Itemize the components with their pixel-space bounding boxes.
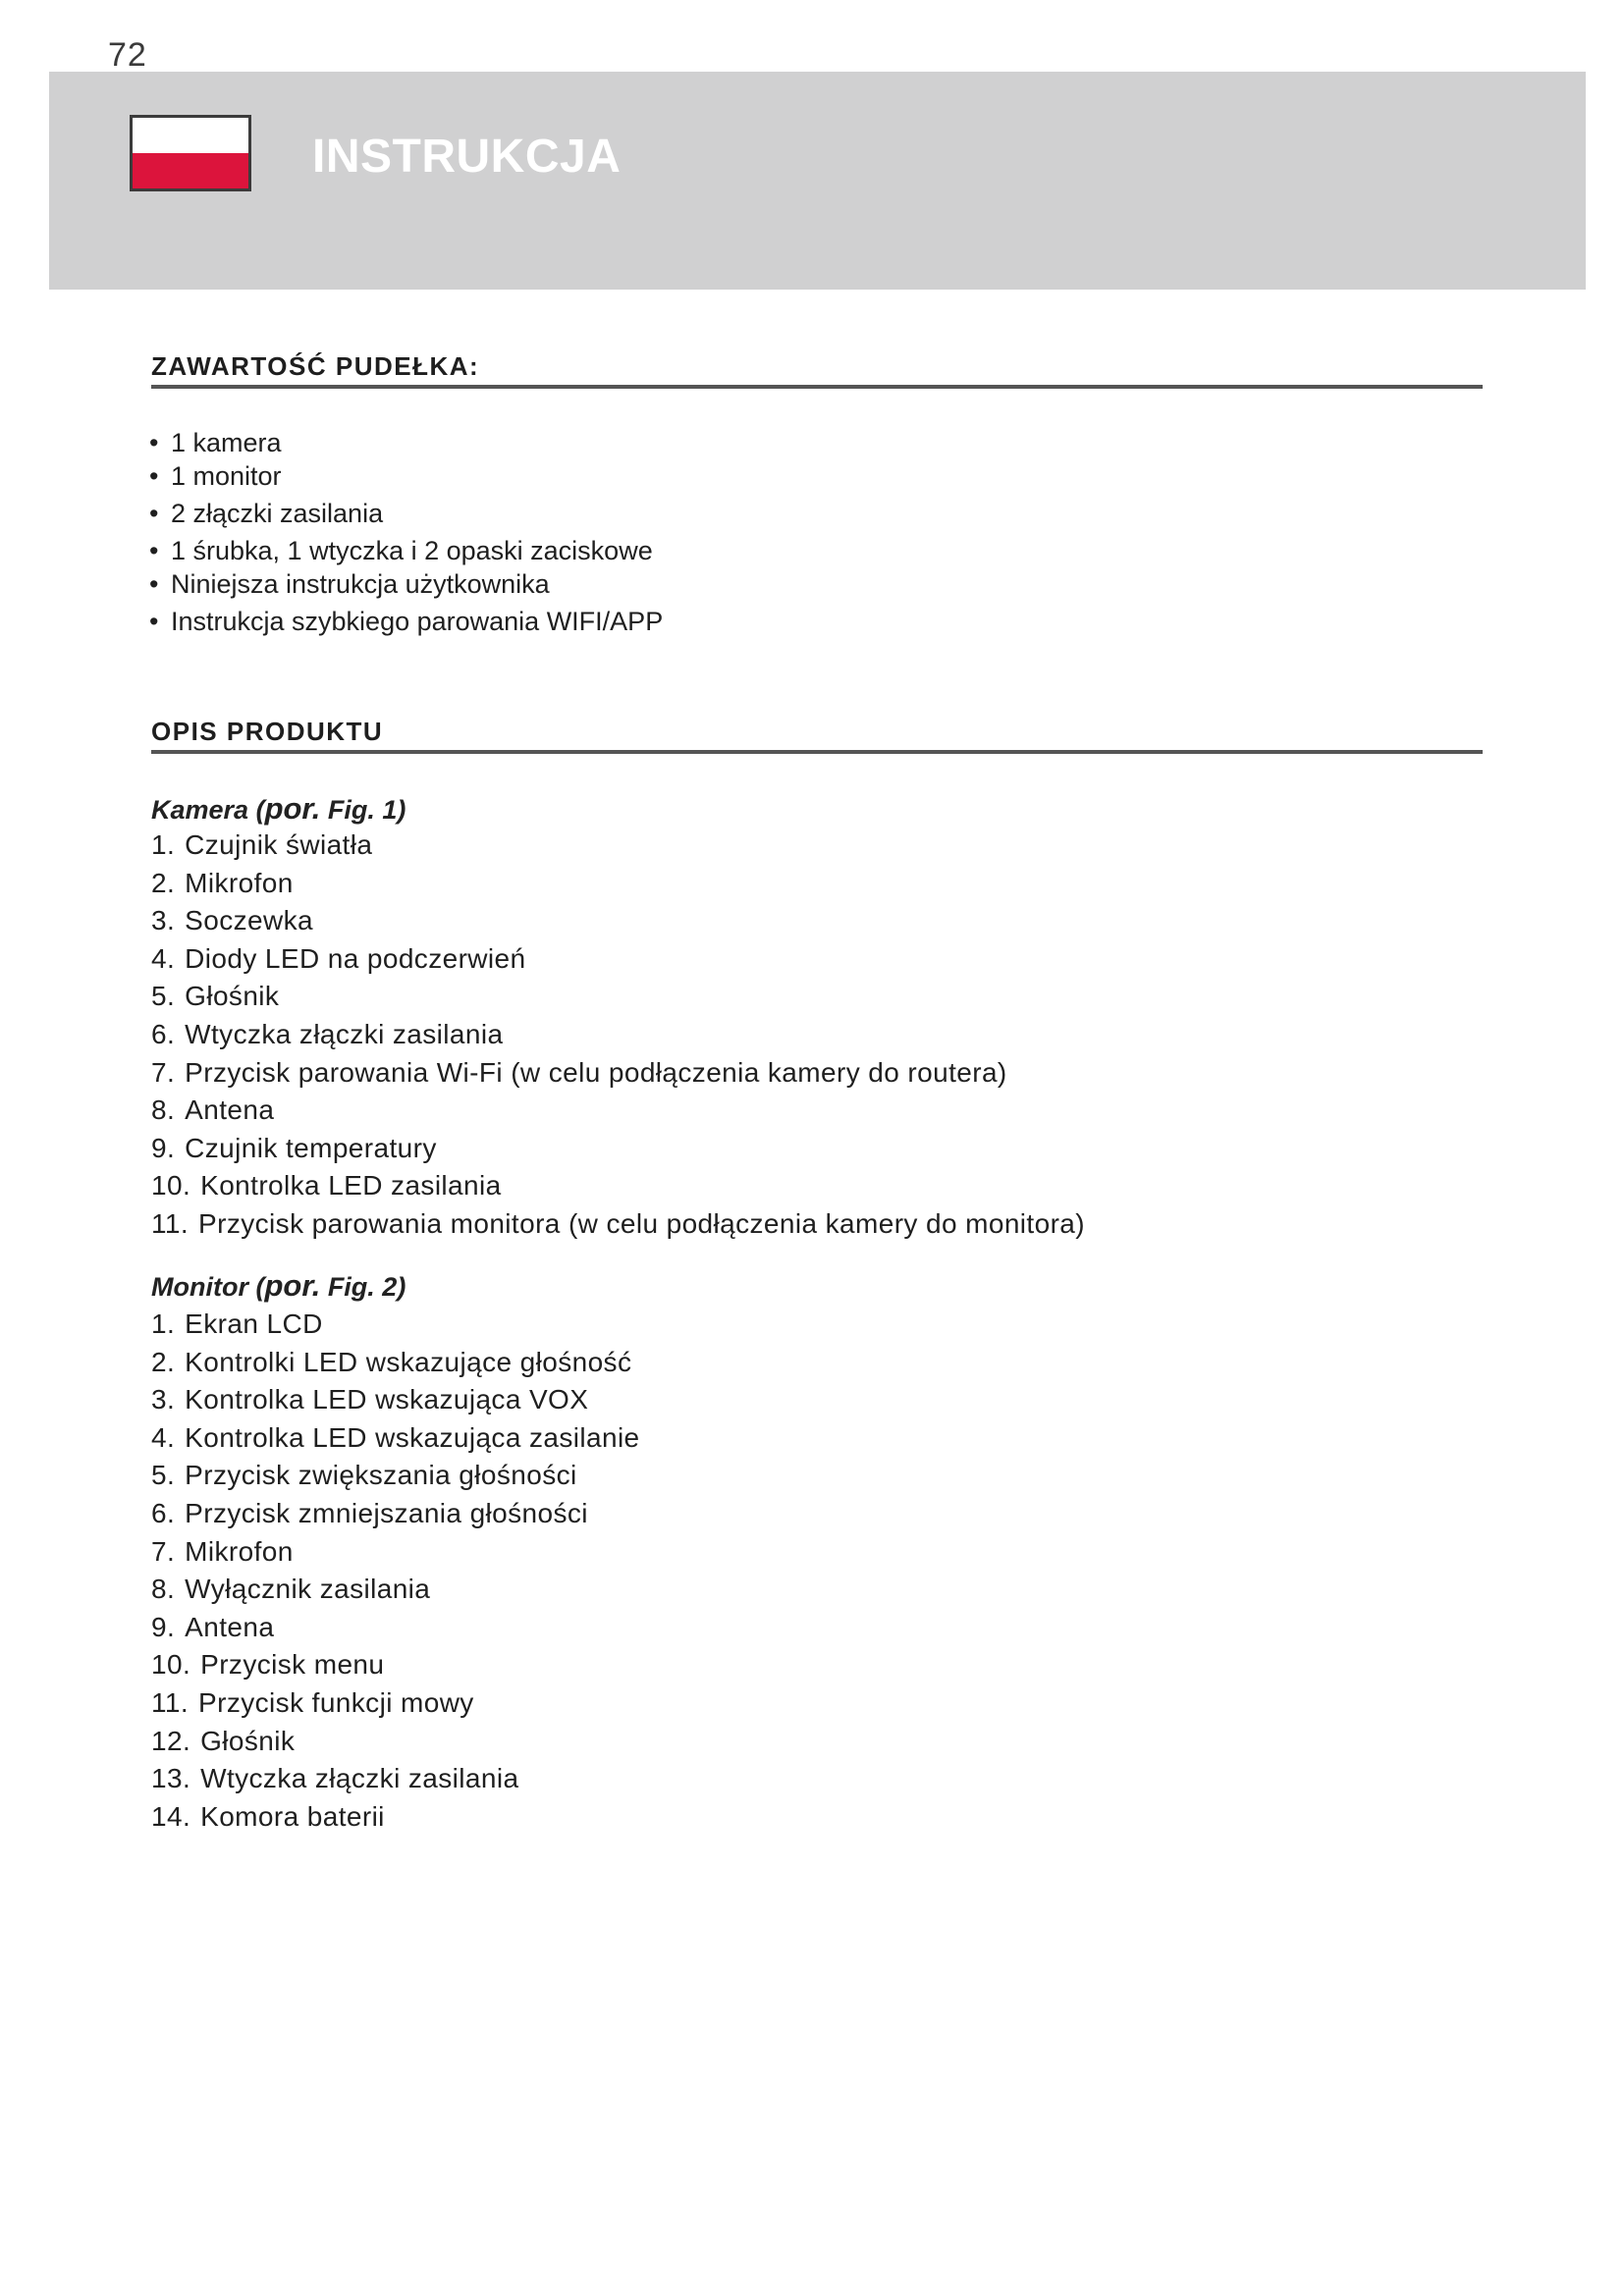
item-number: 2.	[151, 1346, 176, 1377]
product-description-heading: OPIS PRODUKTU	[151, 715, 1483, 754]
item-number: 9.	[151, 1132, 176, 1163]
list-item: • Instrukcja szybkiego parowania WIFI/APP	[149, 605, 663, 638]
item-number: 5.	[151, 981, 176, 1012]
item-text: Ekran LCD	[185, 1308, 323, 1339]
item-number: 1.	[151, 1308, 176, 1339]
item-text: Wtyczka złączki zasilania	[185, 1018, 504, 1049]
item-number: 8.	[151, 1574, 176, 1605]
list-item	[151, 940, 1085, 979]
item-number: 3.	[151, 1384, 176, 1415]
list-item: • 1 śrubka, 1 wtyczka i 2 opaski zaciskowe	[149, 534, 663, 567]
monitor-parts-list	[151, 1306, 640, 1836]
list-item: • 1 monitor	[149, 459, 663, 493]
item-number: 6.	[151, 1497, 176, 1528]
item-text: Diody LED na podczerwień	[185, 942, 526, 974]
item-number: 4.	[151, 942, 176, 974]
list-item	[151, 1495, 640, 1533]
list-item: • 1 kamera	[149, 426, 663, 459]
item-number: 7.	[151, 1535, 176, 1567]
item-number: 8.	[151, 1095, 176, 1126]
item-text: Komora baterii	[200, 1800, 385, 1832]
item-text: Soczewka	[185, 905, 313, 936]
list-item	[151, 1054, 1085, 1093]
item-number: 7.	[151, 1056, 176, 1088]
item-text: Kontrolki LED wskazujące głośność	[185, 1346, 632, 1377]
list-item	[151, 978, 1085, 1016]
list-item	[151, 1205, 1085, 1244]
item-number: 13.	[151, 1763, 191, 1794]
item-text: Antena	[185, 1095, 275, 1126]
item-number: 9.	[151, 1611, 176, 1642]
item-text: Przycisk funkcji mowy	[198, 1686, 474, 1718]
item-text: Głośnik	[200, 1725, 296, 1756]
list-item	[151, 1571, 640, 1609]
list-item	[151, 1016, 1085, 1054]
item-number: 14.	[151, 1800, 191, 1832]
list-item	[151, 1533, 640, 1572]
item-number: 5.	[151, 1460, 176, 1491]
item-number: 4.	[151, 1421, 176, 1453]
list-item	[151, 1646, 640, 1684]
camera-subheading: Kamera (por. Fig. 1)	[151, 791, 406, 826]
item-number: 10.	[151, 1649, 191, 1681]
list-item	[151, 1381, 640, 1419]
list-item	[151, 1609, 640, 1647]
item-text: Głośnik	[185, 981, 280, 1012]
list-item	[151, 1419, 640, 1458]
list-item	[151, 865, 1085, 903]
list-item	[151, 827, 1085, 865]
page-title: INSTRUKCJA	[312, 131, 622, 183]
list-item	[151, 1130, 1085, 1168]
list-item	[151, 1723, 640, 1761]
item-number: 12.	[151, 1725, 191, 1756]
item-text: Wyłącznik zasilania	[185, 1574, 431, 1605]
item-text: Przycisk menu	[200, 1649, 385, 1681]
item-number: 2.	[151, 867, 176, 898]
monitor-subheading: Monitor (por. Fig. 2)	[151, 1268, 406, 1303]
box-contents-list	[149, 426, 663, 638]
item-text: Mikrofon	[185, 867, 294, 898]
item-number: 11.	[151, 1686, 189, 1718]
header-band	[49, 72, 1586, 290]
item-text: Antena	[185, 1611, 275, 1642]
item-text: Kontrolka LED wskazująca zasilanie	[185, 1421, 640, 1453]
list-item: • Niniejsza instrukcja użytkownika	[149, 567, 663, 601]
list-item	[151, 1092, 1085, 1130]
item-text: Czujnik temperatury	[185, 1132, 437, 1163]
list-item: • 2 złączki zasilania	[149, 497, 663, 530]
page-number: 72	[108, 36, 147, 74]
item-number: 6.	[151, 1018, 176, 1049]
list-item	[151, 1306, 640, 1344]
item-text: Przycisk zmniejszania głośności	[185, 1497, 588, 1528]
item-number: 1.	[151, 829, 176, 860]
item-text: Przycisk parowania monitora (w celu podłączenia kamery do monitora)	[198, 1207, 1085, 1239]
item-number: 10.	[151, 1170, 191, 1201]
item-text: Czujnik światła	[185, 829, 373, 860]
item-text: Kontrolka LED zasilania	[200, 1170, 502, 1201]
item-number: 3.	[151, 905, 176, 936]
item-text: Wtyczka złączki zasilania	[200, 1763, 519, 1794]
list-item	[151, 902, 1085, 940]
list-item	[151, 1760, 640, 1798]
item-text: Kontrolka LED wskazująca VOX	[185, 1384, 589, 1415]
list-item	[151, 1684, 640, 1723]
item-text: Przycisk zwiększania głośności	[185, 1460, 577, 1491]
box-contents-heading: ZAWARTOŚĆ PUDEŁKA:	[151, 349, 1483, 389]
list-item	[151, 1457, 640, 1495]
list-item	[151, 1167, 1085, 1205]
list-item	[151, 1798, 640, 1837]
item-text: Mikrofon	[185, 1535, 294, 1567]
list-item	[151, 1344, 640, 1382]
item-number: 11.	[151, 1207, 189, 1239]
poland-flag-icon	[130, 115, 251, 191]
item-text: Przycisk parowania Wi-Fi (w celu podłączenia kamery do routera)	[185, 1056, 1007, 1088]
camera-parts-list	[151, 827, 1085, 1244]
